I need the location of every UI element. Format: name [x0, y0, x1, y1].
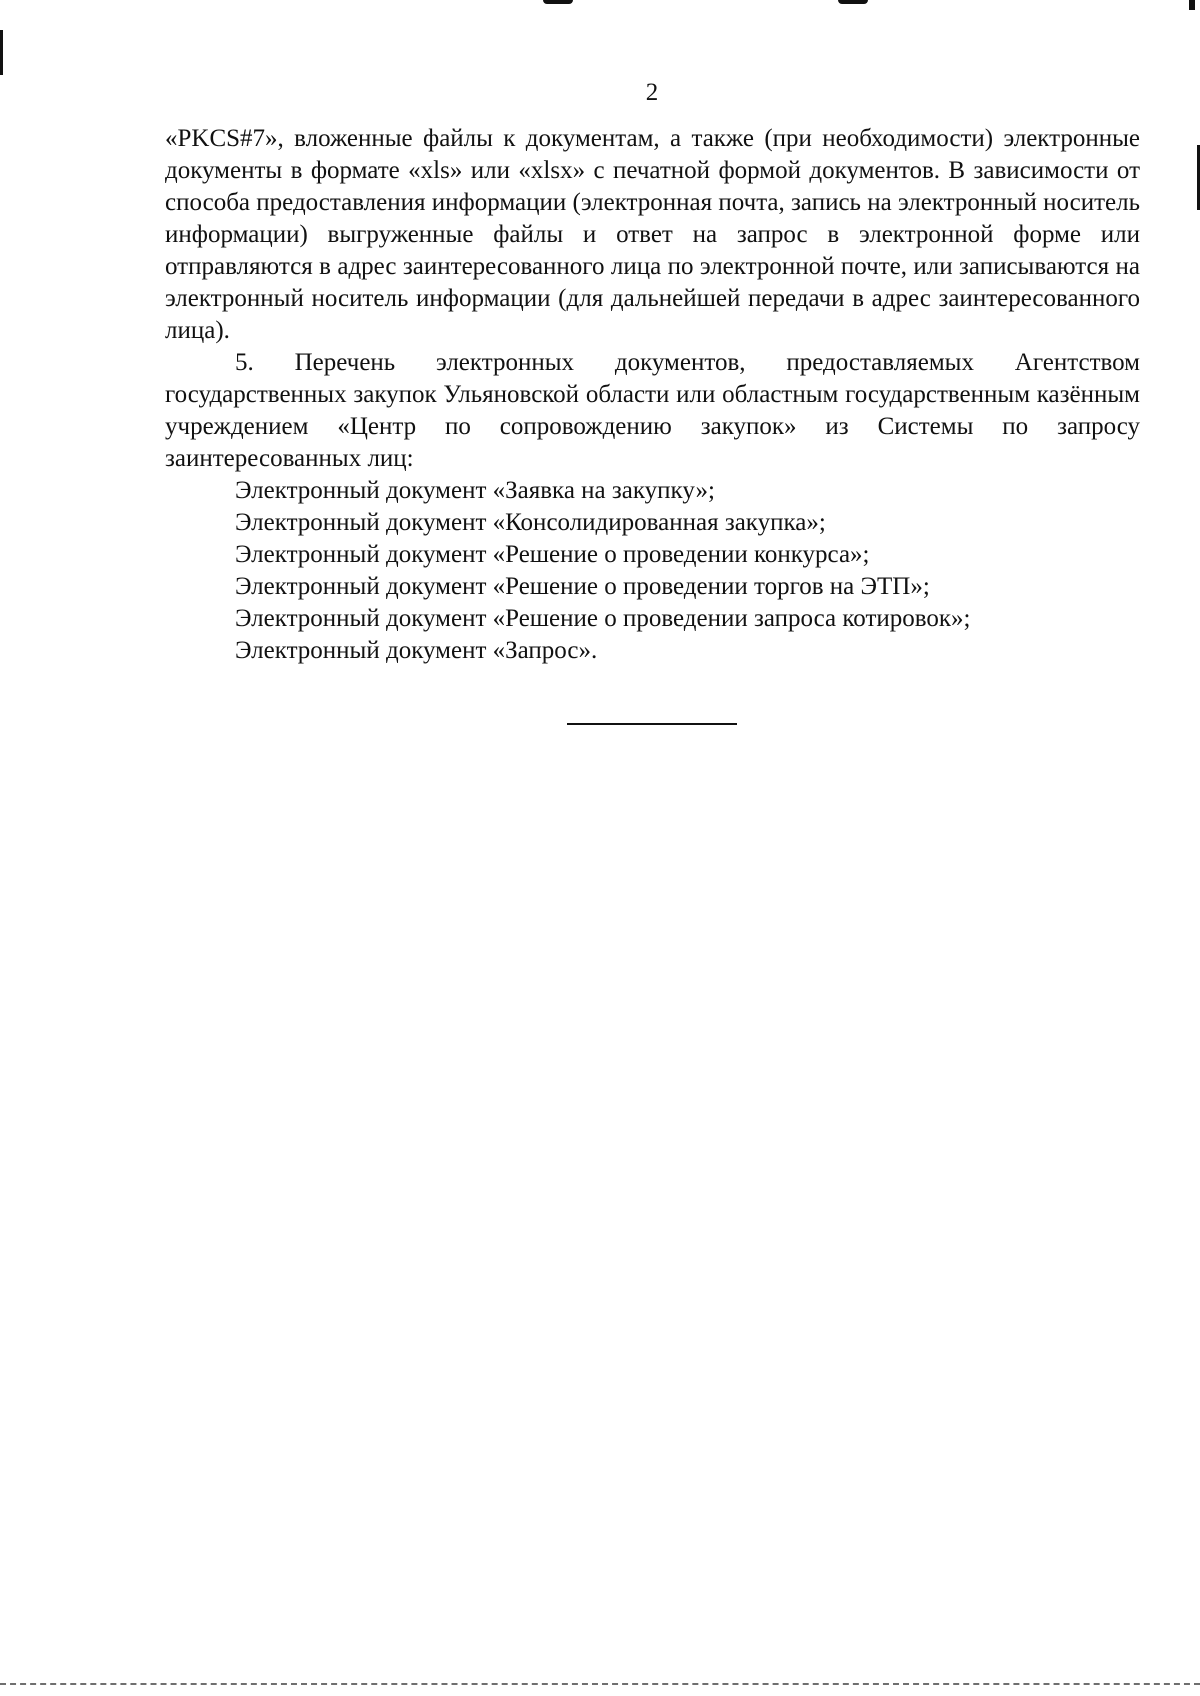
list-item: Электронный документ «Консолидированная закупка»; [235, 509, 826, 536]
list-item: Электронный документ «Запрос». [235, 637, 598, 664]
paragraph-continuation: «PKCS#7», вложенные файлы к документам, а также (при необходимости) электронные документы в формате «xls» или «xlsx» с печатной формой документов. В зависимости от способа предоставления информации (электронная почта, запись на электронный носитель информации) выгруженные файлы и ответ на запрос в электронной форме или отправляются в адрес заинтересованного лица по электронной почте, или записываются на электронный носитель информации (для дальнейшей передачи в адрес заинтересованного лица). [165, 125, 1140, 344]
list-item: Электронный документ «Решение о проведении торгов на ЭТП»; [235, 573, 930, 600]
scan-artifact [838, 0, 868, 4]
paragraph-item-5: 5. Перечень электронных документов, предоставляемых Агентством государственных закупок Ульяновской области или областным государственным казённым учреждением «Центр по сопровождению закупок» из Системы по запросу заинтересованных лиц: [165, 349, 1140, 472]
document-list [165, 475, 1140, 667]
scan-artifact [0, 1683, 1200, 1685]
list-item: Электронный документ «Решение о проведении конкурса»; [235, 541, 870, 568]
scan-artifact [1189, 0, 1195, 10]
scan-artifact [0, 30, 3, 75]
list-item: Электронный документ «Заявка на закупку»; [235, 477, 715, 504]
list-item: Электронный документ «Решение о проведении запроса котировок»; [235, 605, 971, 632]
document-body [165, 123, 1140, 667]
page-number: 2 [645, 79, 659, 106]
end-of-document-rule [567, 723, 737, 725]
scan-artifact [543, 0, 573, 4]
